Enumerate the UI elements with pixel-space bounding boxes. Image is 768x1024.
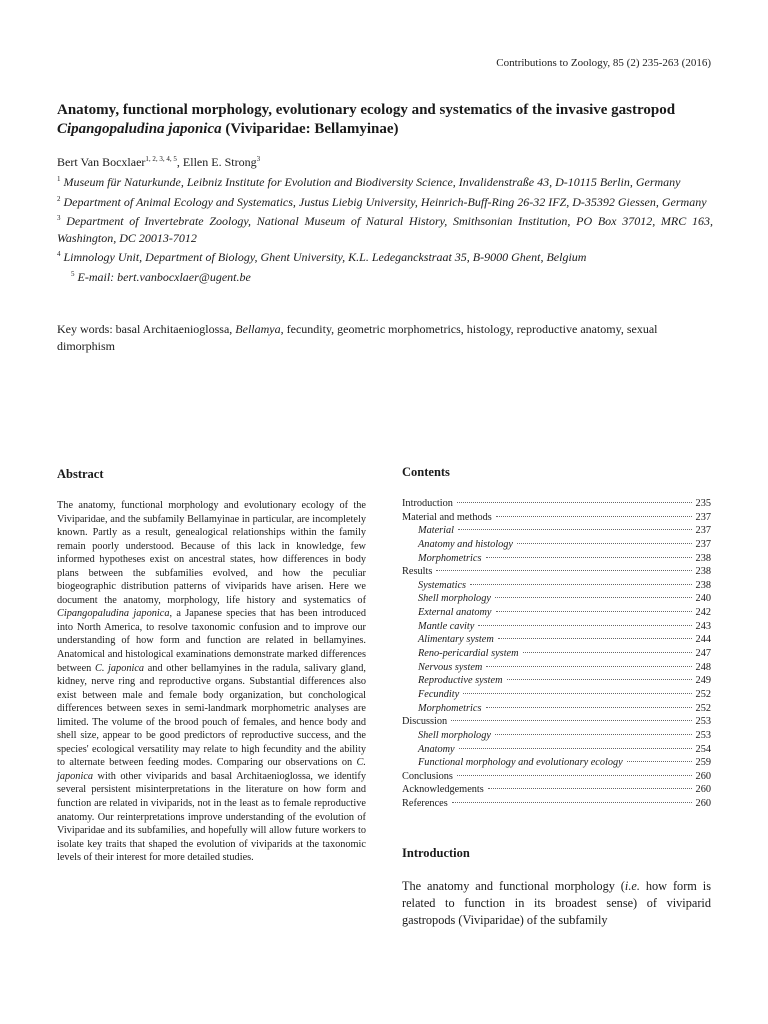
toc-leader-dots: [495, 734, 692, 735]
toc-entry-page: 254: [695, 743, 711, 755]
toc-entry[interactable]: [402, 688, 711, 702]
toc-leader-dots: [517, 543, 692, 544]
abstract-italic: C. japonica: [94, 662, 145, 674]
toc-entry-label: Functional morphology and evolutionary ecology: [418, 757, 623, 769]
affiliation-text: Department of Animal Ecology and Systematics, Justus Liebig University, Heinrich-Buff-Ring 26-32 IFZ, D-35392 Giessen, Germany: [60, 194, 707, 209]
toc-entry-page: 238: [695, 566, 711, 578]
toc-entry-page: 235: [695, 498, 711, 509]
toc-leader-dots: [627, 761, 692, 762]
toc-entry-page: 238: [695, 579, 711, 591]
toc-entry[interactable]: [402, 538, 711, 552]
toc-leader-dots: [457, 502, 692, 503]
affiliation-list: [57, 171, 713, 286]
affiliation: [57, 191, 713, 211]
affiliation-number: 2: [57, 194, 61, 203]
toc-leader-dots: [495, 597, 692, 598]
toc-entry[interactable]: [402, 633, 711, 647]
toc-leader-dots: [478, 625, 691, 626]
toc-entry-label: Shell morphology: [418, 593, 491, 605]
toc-entry-label: Shell morphology: [418, 729, 491, 741]
toc-leader-dots: [486, 557, 692, 558]
title-species: Cipangopaludina japonica: [57, 121, 222, 137]
toc-entry-page: 259: [695, 757, 711, 769]
toc-entry-page: 253: [695, 729, 711, 741]
toc-entry-label: Fecundity: [418, 688, 460, 700]
toc-entry-label: Systematics: [418, 579, 467, 591]
toc-entry[interactable]: [402, 743, 711, 757]
toc-leader-dots: [459, 748, 692, 749]
toc-entry-page: 242: [695, 607, 711, 619]
toc-entry-label: References: [402, 798, 448, 810]
abstract-text: with other viviparids and basal Architaenioglossa, we identify several persistent misinterpretations in the literature on how form and function are related in viviparids, not in the least as to female reproductive anatomy. Our reinterpretations improve understanding of the evolution of Viviparidae and its subfamilies, and hopefully will allow future workers to isolate key traits that shaped the evolution of viviparids at the taxonomic levels of their interest for more detailed studies.: [57, 770, 366, 864]
author-name: Ellen E. Strong: [182, 155, 257, 169]
affiliation-email[interactable]: [57, 266, 713, 286]
toc-entry-page: 252: [695, 702, 711, 714]
affiliation: [57, 210, 713, 246]
toc-leader-dots: [486, 707, 692, 708]
toc-entry-page: 244: [695, 634, 711, 646]
toc-leader-dots: [470, 584, 692, 585]
toc-entry[interactable]: [402, 756, 711, 770]
intro-text: how form is related to function in its broadest sense) of viviparid gastropods (Viviparidae) of the subfamily: [402, 879, 711, 927]
toc-leader-dots: [436, 570, 691, 571]
toc-leader-dots: [507, 679, 692, 680]
toc-leader-dots: [488, 788, 692, 789]
toc-entry-label: Conclusions: [402, 770, 453, 782]
toc-entry[interactable]: [402, 770, 711, 784]
abstract-italic: Cipangopaludina japonica: [57, 608, 170, 620]
abstract-text: , a Japanese species that has been introduced into North America, to resolve taxonomic confusion and to improve our understanding of how form and function are related in bellamyines. Anatomical and histological examinations demonstrate marked differences between: [57, 608, 366, 674]
affiliation-text[interactable]: E-mail: bert.vanbocxlaer@ugent.be: [74, 269, 251, 284]
toc-entry-label: Mantle cavity: [418, 620, 475, 632]
toc-leader-dots: [496, 611, 692, 612]
toc-entry-label: Introduction: [402, 498, 453, 509]
toc-entry[interactable]: [402, 661, 711, 675]
title-part2: (Viviparidae: Bellamyinae): [221, 121, 399, 137]
title-part1: Anatomy, functional morphology, evolutionary ecology and systematics of the invasive gastropod: [57, 102, 676, 118]
toc-entry-page: 247: [695, 648, 711, 660]
toc-entry-page: 237: [695, 525, 711, 537]
toc-entry[interactable]: [402, 579, 711, 593]
abstract-body: [57, 499, 366, 865]
toc-entry-label: Acknowledgements: [402, 784, 484, 796]
toc-entry-page: 237: [695, 538, 711, 550]
toc-leader-dots: [463, 693, 691, 694]
toc-entry-label: Reno-pericardial system: [418, 648, 519, 660]
toc-entry[interactable]: [402, 620, 711, 634]
toc-leader-dots: [523, 652, 692, 653]
toc-entry-label: Material: [418, 525, 455, 537]
toc-entry-page: 248: [695, 661, 711, 673]
author-separator: ,: [176, 155, 183, 169]
toc-leader-dots: [498, 638, 692, 639]
toc-leader-dots: [451, 720, 691, 721]
toc-entry[interactable]: [402, 647, 711, 661]
toc-entry[interactable]: [402, 797, 711, 811]
toc-entry[interactable]: [402, 783, 711, 797]
toc-entry-label: External anatomy: [418, 607, 492, 619]
toc-entry-label: Anatomy: [418, 743, 455, 755]
toc-entry[interactable]: [402, 552, 711, 566]
toc-entry[interactable]: [402, 729, 711, 743]
affiliation: [57, 171, 713, 191]
toc-entry[interactable]: [402, 702, 711, 716]
toc-entry-label: Nervous system: [418, 661, 483, 673]
abstract-italic: C. japonica: [57, 757, 366, 782]
toc-entry-page: 252: [695, 688, 711, 700]
introduction-heading: Introduction: [402, 846, 470, 860]
toc-entry[interactable]: [402, 592, 711, 606]
contents-heading: Contents: [402, 465, 450, 479]
author-name: Bert Van Bocxlaer: [57, 155, 146, 169]
toc-entry-page: 249: [695, 675, 711, 687]
toc-leader-dots: [486, 666, 691, 667]
intro-italic: i.e.: [624, 879, 640, 893]
keywords-text: Key words: basal Architaenioglossa,: [57, 322, 236, 336]
introduction-body: [402, 878, 711, 929]
author-affil-ref: 3: [256, 155, 261, 163]
journal-citation: Contributions to Zoology, 85 (2) 235-263 (2016): [496, 57, 711, 69]
toc-entry[interactable]: [402, 674, 711, 688]
affiliation-text: Limnology Unit, Department of Biology, Ghent University, K.L. Ledeganckstraat 35, B-9000 Ghent, Belgium: [60, 250, 587, 265]
toc-entry-label: Material and methods: [402, 511, 492, 523]
abstract-text: The anatomy, functional morphology and evolutionary ecology of the Viviparidae, and the subfamily Bellamyinae in particular, are incompletely known. Partly as a result, genealogical relationships within the family remain poorly understood. Because of this lack in knowledge, few informed hypotheses exist on ancestral states, how differences in body plans between the subfamilies evolved, and how the peculiar biogeographic distribution patterns of viviparids have arisen. Here we document the anatomy, morphology, life history and systematics of: [57, 500, 366, 606]
toc-entry-label: Alimentary system: [418, 634, 494, 646]
toc-entry-page: 237: [695, 511, 711, 523]
toc-entry[interactable]: [402, 565, 711, 579]
author-list: [57, 155, 260, 170]
intro-text: The anatomy and functional morphology (: [402, 879, 625, 893]
toc-entry-label: Morphometrics: [418, 702, 482, 714]
toc-entry-label: Morphometrics: [418, 552, 482, 564]
abstract-heading: Abstract: [57, 467, 104, 481]
paper-title: [57, 101, 717, 139]
abstract-text: and other bellamyines in the radula, salivary gland, kidney, nerve ring and reproductive organs. Substantial differences also exist between male and female body organization, but conchological differences between sexes in semi-landmark morphometric analyses are limited. The volume of the brood pouch of females, and hence body and shell size, appear to be good predictors of reproductive success, and the species' ecological versatility may relate to high fecundity and the ability to alternate between feeding modes. Comparing our observations on: [57, 662, 366, 769]
keywords: [57, 321, 717, 354]
affiliation-text: Museum für Naturkunde, Leibniz Institute for Evolution and Biodiversity Science, Invalidenstraße 43, D-10115 Berlin, Germany: [60, 175, 681, 189]
author-affil-ref: 1, 2, 3, 4, 5: [145, 155, 177, 163]
keywords-text: , fecundity, geometric morphometrics, histology, reproductive anatomy, sexual dimorphism: [57, 322, 658, 353]
table-of-contents: [402, 497, 711, 811]
toc-leader-dots: [457, 775, 692, 776]
toc-entry-page: 243: [695, 620, 711, 632]
toc-entry-page: 238: [695, 552, 711, 564]
toc-entry-label: Reproductive system: [418, 675, 503, 687]
toc-entry-page: 253: [695, 716, 711, 728]
toc-entry[interactable]: [402, 511, 711, 525]
toc-entry[interactable]: [402, 606, 711, 620]
toc-entry-label: Results: [402, 566, 433, 578]
affiliation-text: Department of Invertebrate Zoology, National Museum of Natural History, Smithsonian Institution, PO Box 37012, MRC 163, Washington, DC 20013-7012: [57, 214, 713, 245]
toc-entry[interactable]: [402, 715, 711, 729]
toc-leader-dots: [496, 516, 692, 517]
toc-entry[interactable]: [402, 524, 711, 538]
toc-leader-dots: [458, 529, 692, 530]
affiliation-number: 1: [57, 175, 61, 183]
affiliation-number: 4: [57, 250, 61, 259]
toc-entry-page: 260: [695, 784, 711, 796]
toc-entry-label: Discussion: [402, 716, 448, 728]
keywords-italic: Bellamya: [235, 322, 281, 336]
toc-entry-page: 260: [695, 770, 711, 782]
affiliation-number: 5: [71, 269, 75, 278]
toc-entry-page: 260: [695, 798, 711, 810]
toc-entry-label: Anatomy and histology: [418, 538, 513, 550]
toc-leader-dots: [452, 802, 692, 803]
affiliation: [57, 246, 713, 266]
toc-entry[interactable]: [402, 497, 711, 511]
affiliation-number: 3: [57, 214, 61, 223]
toc-entry-page: 240: [695, 593, 711, 605]
